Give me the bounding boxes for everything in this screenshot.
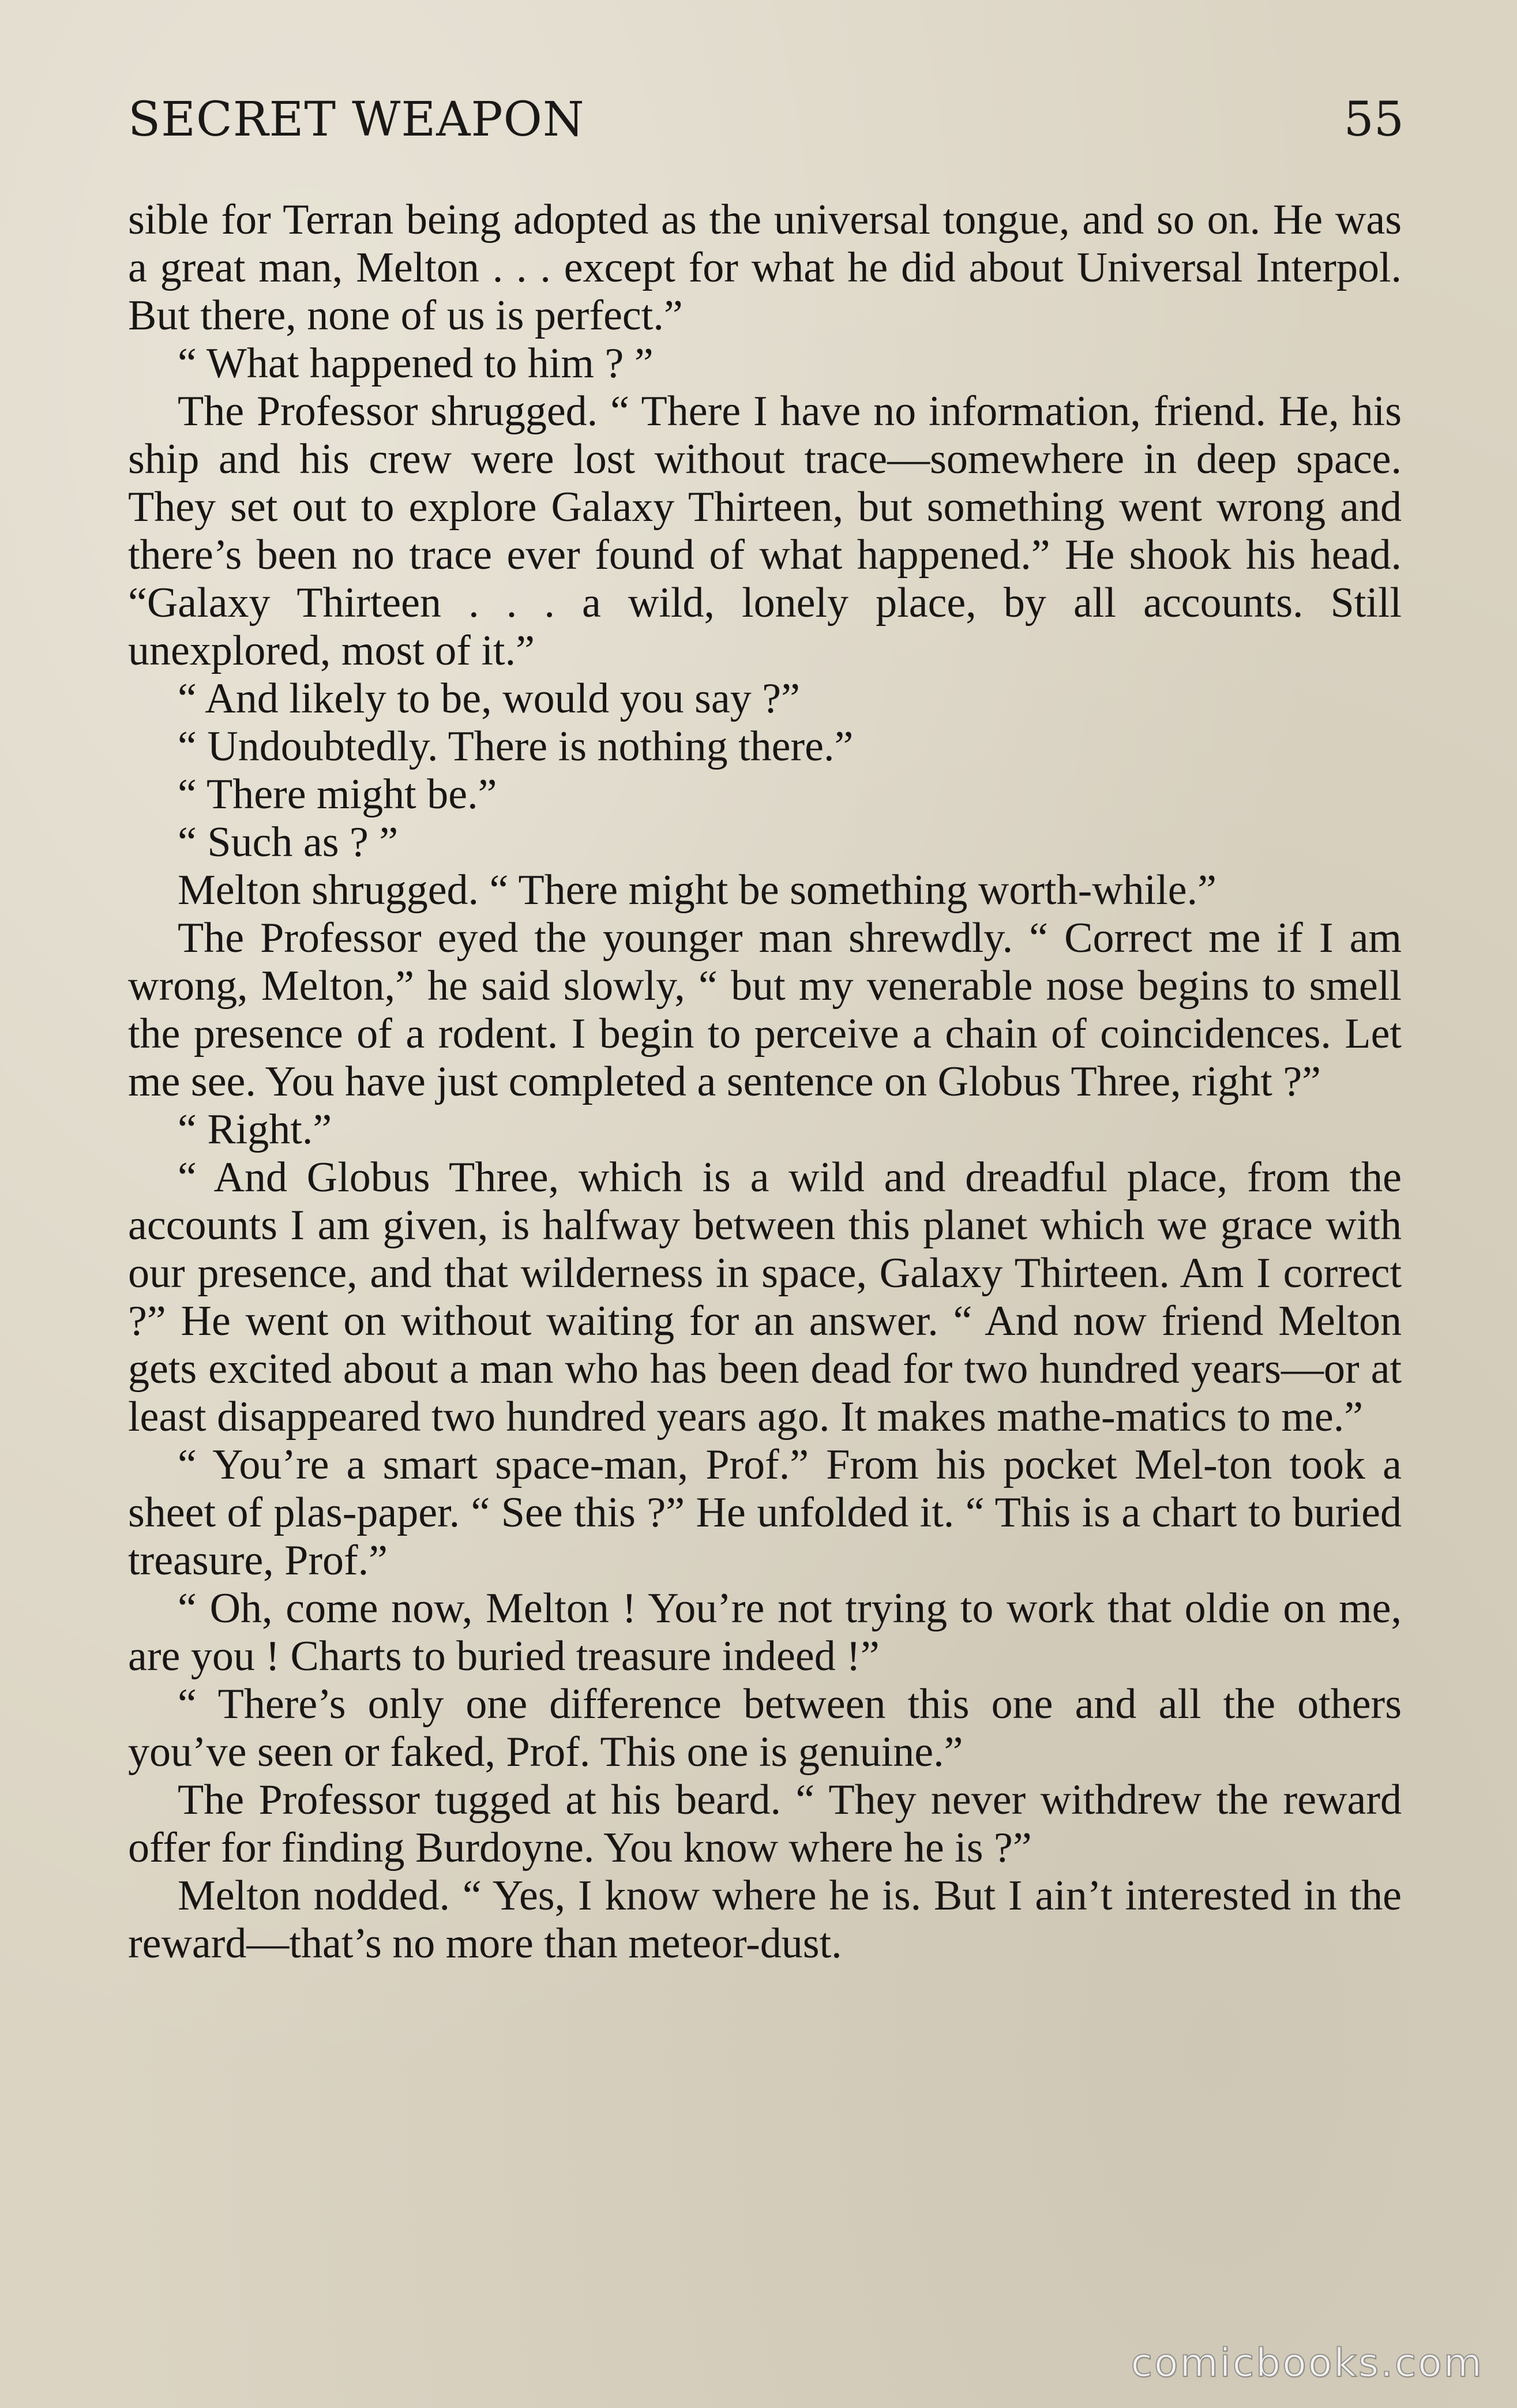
paragraph: “ What happened to him ? ” bbox=[178, 340, 654, 387]
paragraph: Melton shrugged. “ There might be something worth-while.” bbox=[178, 867, 1216, 914]
paragraph: “ There might be.” bbox=[178, 771, 497, 818]
paragraph: “ You’re a smart space-man, Prof.” From his pocket Mel-ton took a sheet of plas-paper. “ See this ?” He unfolded it. “ This is a chart to buried treasure, Prof.” bbox=[128, 1441, 1402, 1584]
paragraph: “ And likely to be, would you say ?” bbox=[178, 675, 800, 722]
paragraph: “ Undoubtedly. There is nothing there.” bbox=[178, 723, 854, 770]
page-number: 55 bbox=[1343, 92, 1404, 147]
paragraph: “ Oh, come now, Melton ! You’re not trying to work that oldie on me, are you ! Charts to buried treasure indeed !” bbox=[128, 1585, 1402, 1680]
paragraph: “ And Globus Three, which is a wild and dreadful place, from the accounts I am given, is halfway between this planet which we grace with our presence, and that wilderness in space, Galaxy Thirteen. Am I correct ?” He went on without waiting for an answer. “ And now friend Melton gets excited about a man who has been dead for two hundred years—or at least disappeared two hundred years ago. It makes mathe-matics to me.” bbox=[128, 1154, 1402, 1441]
paragraph: “ Right.” bbox=[178, 1106, 332, 1153]
paragraph: The Professor tugged at his beard. “ They never withdrew the reward offer for finding Burdoyne. You know where he is ?” bbox=[128, 1776, 1402, 1871]
body-text bbox=[128, 196, 1402, 1968]
watermark: comicbooks.com bbox=[1131, 2341, 1484, 2386]
paragraph: “ There’s only one difference between this one and all the others you’ve seen or faked, Prof. This one is genuine.” bbox=[128, 1681, 1402, 1776]
paragraph: Melton nodded. “ Yes, I know where he is. But I ain’t interested in the reward—that’s no more than meteor-dust. bbox=[128, 1872, 1402, 1967]
paragraph: “ Such as ? ” bbox=[178, 819, 399, 866]
running-title: SECRET WEAPON bbox=[128, 92, 585, 147]
running-header bbox=[128, 92, 1404, 156]
paragraph: sible for Terran being adopted as the universal tongue, and so on. He was a great man, Melton . . . except for what he did about Universal Interpol. But there, none of us is perfect.” bbox=[128, 196, 1402, 339]
paragraph: The Professor eyed the younger man shrewdly. “ Correct me if I am wrong, Melton,” he said slowly, “ but my venerable nose begins to smell the presence of a rodent. I begin to perceive a chain of coincidences. Let me see. You have just completed a sentence on Globus Three, right ?” bbox=[128, 914, 1402, 1105]
paragraph: The Professor shrugged. “ There I have no information, friend. He, his ship and his crew were lost without trace—somewhere in deep space. They set out to explore Galaxy Thirteen, but something went wrong and there’s been no trace ever found of what happened.” He shook his head. “Galaxy Thirteen . . . a wild, lonely place, by all accounts. Still unexplored, most of it.” bbox=[128, 388, 1402, 674]
